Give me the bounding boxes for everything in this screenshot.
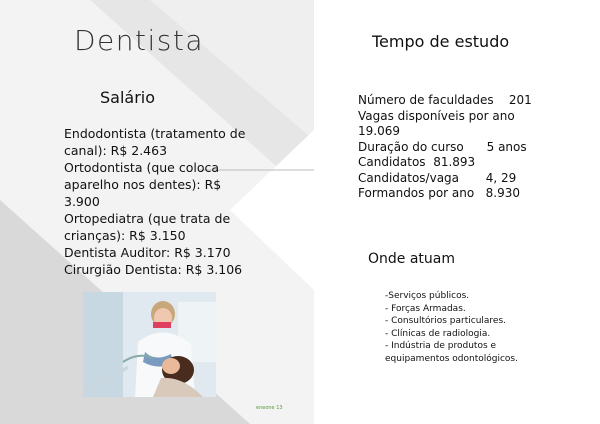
page-title: Dentista	[74, 24, 205, 57]
atuam-item: - Forças Armadas.	[385, 303, 466, 314]
salario-item: Dentista Auditor: R$ 3.170	[64, 245, 231, 260]
estudo-line: Vagas disponíveis por ano	[358, 108, 515, 123]
onde-atuam-heading: Onde atuam	[368, 251, 456, 267]
atuam-item: - Clínicas de radiologia.	[385, 328, 491, 339]
tempo-estudo-list	[358, 93, 558, 202]
atuam-item: - Indústria de produtos e equipamentos odontológicos.	[385, 341, 518, 364]
salario-heading: Salário	[100, 88, 156, 107]
estudo-line: 19.069	[358, 124, 400, 138]
salario-item: Endodontista (tratamento de canal): R$ 2.463	[64, 126, 246, 158]
salario-list	[64, 125, 254, 278]
dentist-photo	[83, 292, 216, 397]
atuam-item: -Serviços públicos.	[385, 291, 470, 301]
onde-atuam-list	[385, 290, 535, 365]
tempo-estudo-heading: Tempo de estudo	[372, 32, 510, 51]
salario-item: Ortopediatra (que trata de crianças): R$ 3.150	[64, 211, 231, 243]
estudo-line: Duração do curso 5 anos	[358, 139, 527, 154]
estudo-line: Número de faculdades 201	[358, 93, 532, 107]
estudo-line: Formandos por ano 8.930	[358, 186, 521, 200]
estudo-line: Candidatos/vaga 4, 29	[358, 170, 517, 185]
atuam-item: - Consultórios particulares.	[385, 316, 507, 326]
salario-item: Ortodontista (que coloca aparelho nos dentes): R$ 3.900	[64, 160, 222, 209]
estudo-line: Candidatos 81.893	[358, 155, 476, 169]
salario-item: Cirurgião Dentista: R$ 3.106	[64, 262, 243, 277]
page-number: eneone 13	[256, 405, 283, 411]
